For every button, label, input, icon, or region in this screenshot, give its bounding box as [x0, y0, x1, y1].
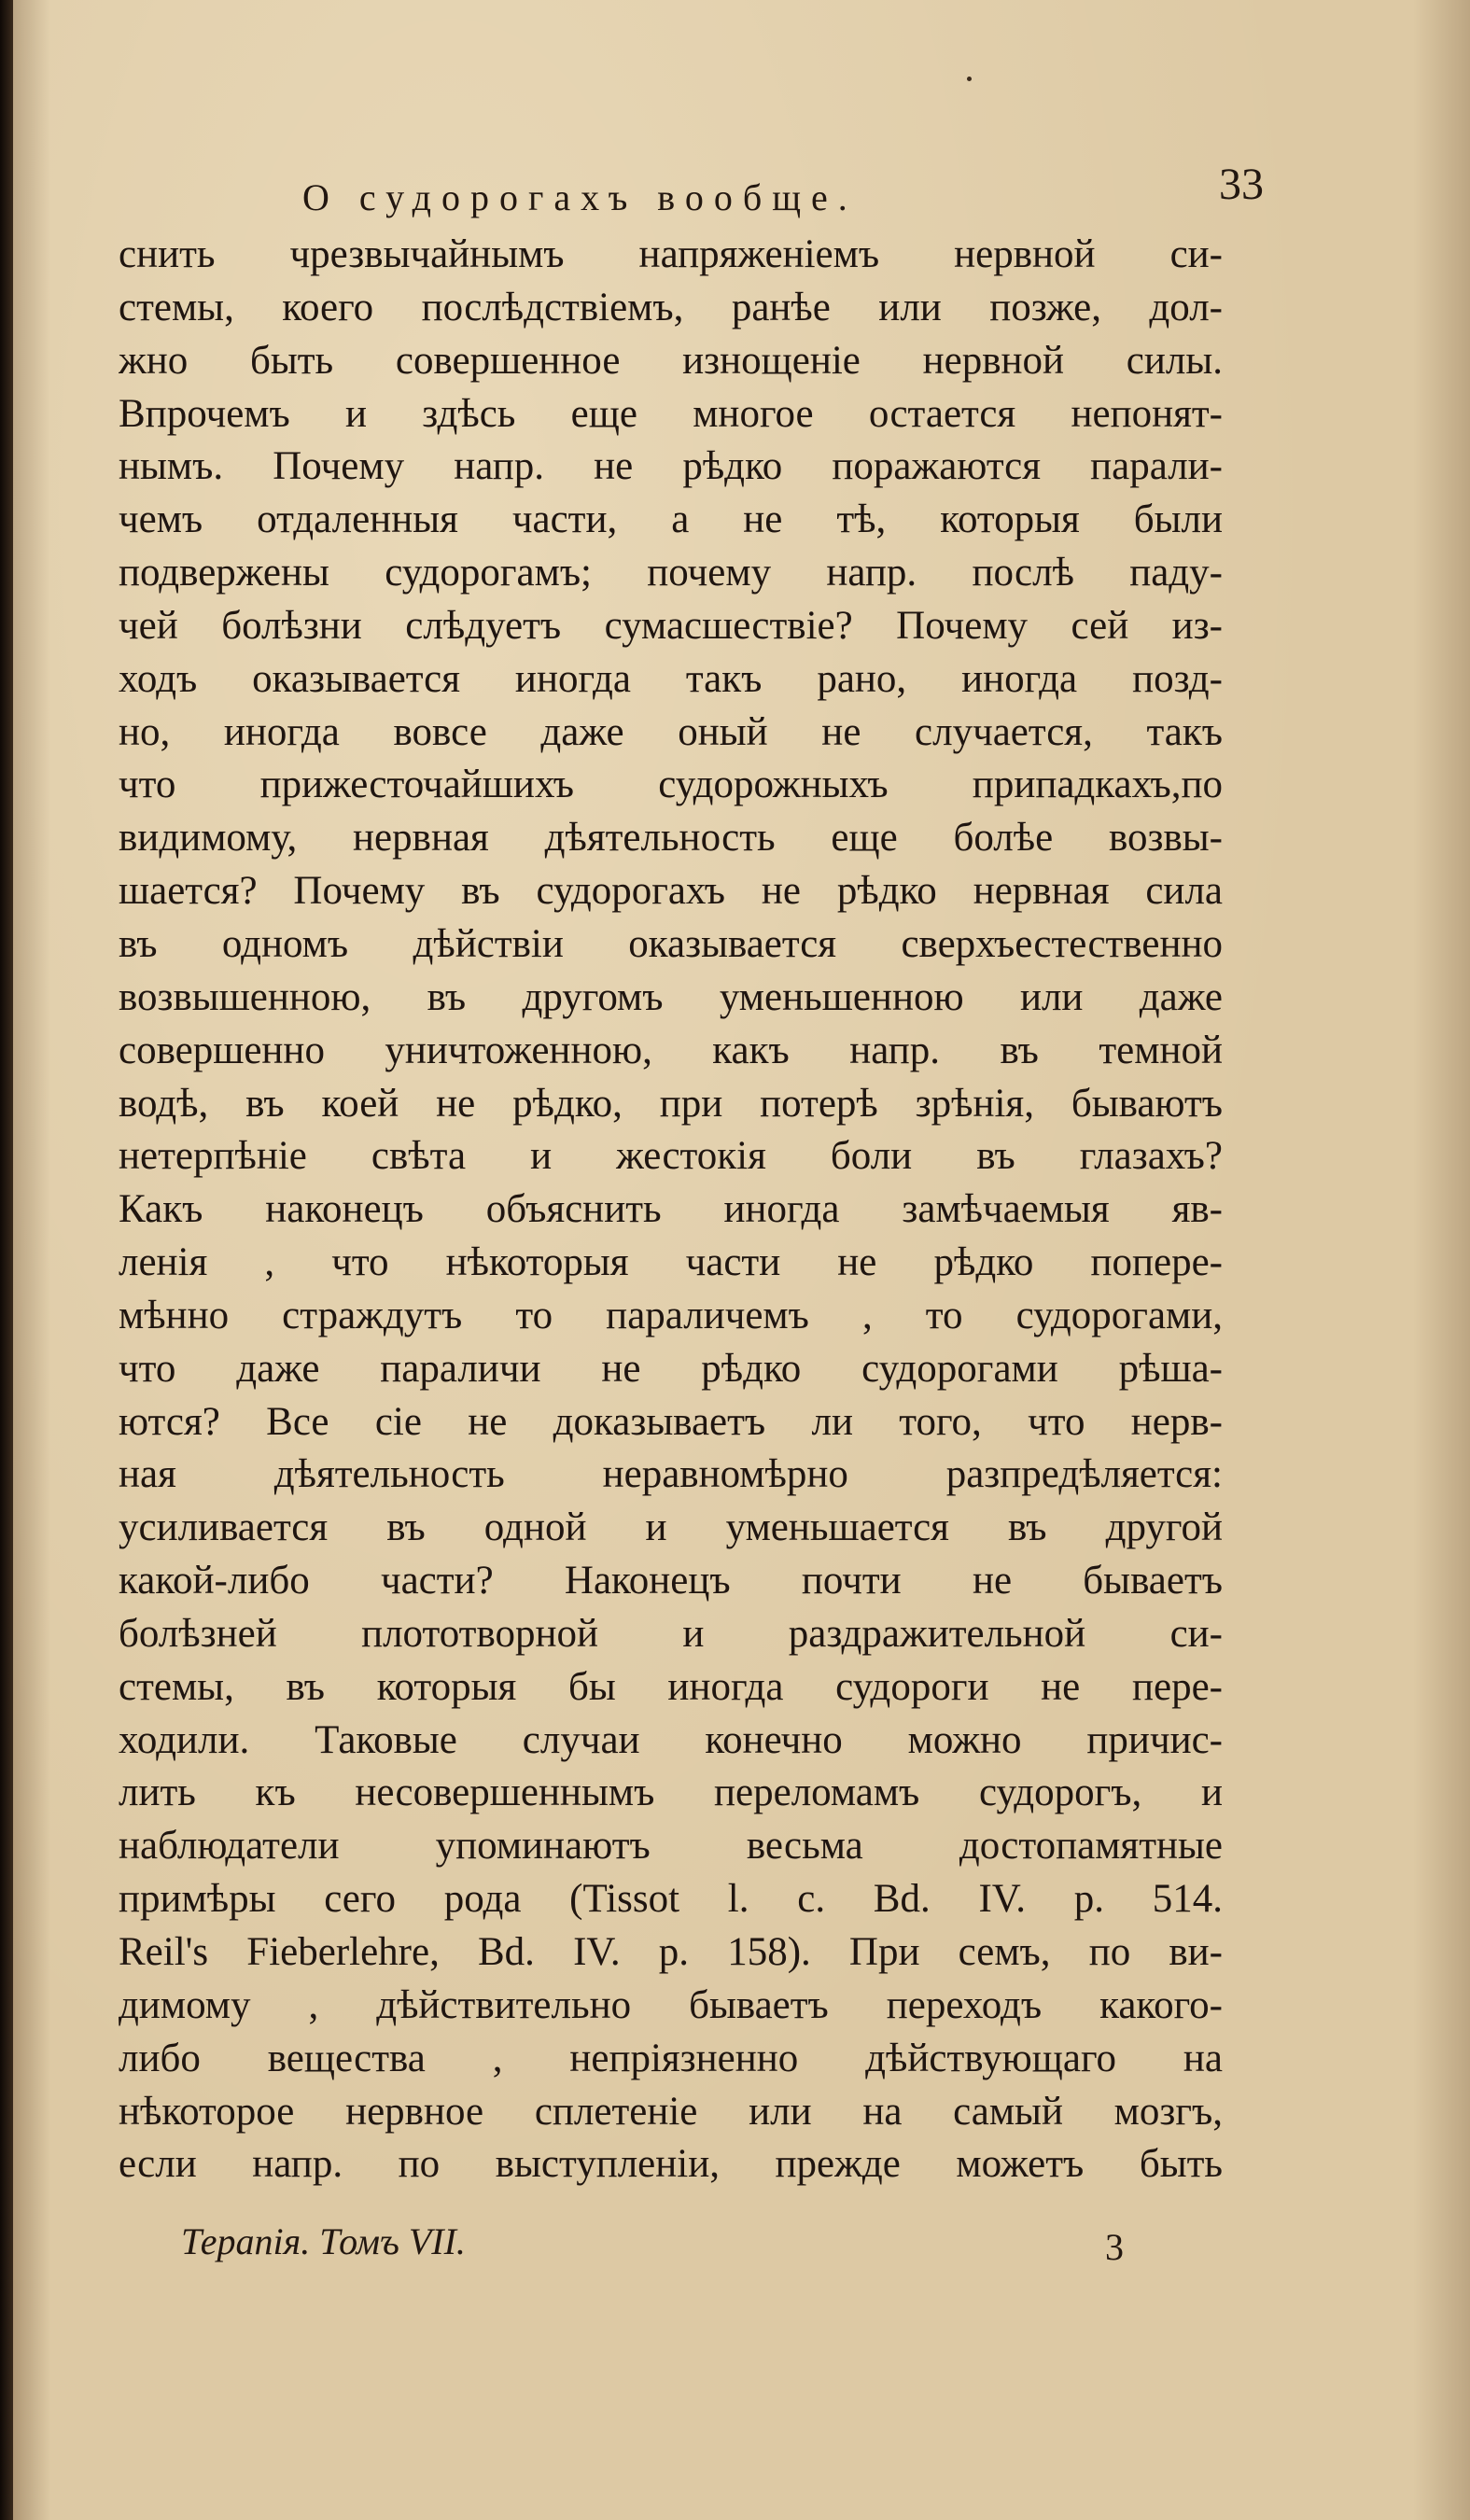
text-line: жно быть совершенное изнощеніе нервной силы.	[119, 338, 1223, 383]
ink-speck	[967, 77, 972, 81]
text-line: что даже параличи не рѣдко судорогами рѣша-	[119, 1346, 1223, 1391]
text-line: что прижесточайшихъ судорожныхъ припадкахъ,по	[119, 763, 1223, 807]
text-line: Какъ наконецъ объяснить иногда замѣчаемыя яв-	[119, 1187, 1223, 1232]
text-line: ходъ оказывается иногда такъ рано, иногда позд-	[119, 656, 1223, 701]
text-line: примѣры сего рода (Tissot l. c. Bd. IV. p. 514.	[119, 1877, 1223, 1922]
text-line: какой-либо части? Наконецъ почти не бываетъ	[119, 1559, 1223, 1603]
text-line: нетерпѣніе свѣта и жестокія боли въ глазахъ?	[119, 1134, 1223, 1179]
text-line: ходили. Таковые случаи конечно можно причис-	[119, 1717, 1223, 1762]
signature-mark: 3	[1105, 2226, 1124, 2268]
text-line: стемы, въ которыя бы иногда судороги не пере-	[119, 1664, 1223, 1709]
text-line: Reil's Fieberlehre, Bd. IV. p. 158). При семъ, по ви-	[119, 1930, 1223, 1974]
text-line: если напр. по выступленіи, прежде можетъ быть	[119, 2142, 1223, 2187]
page-footer	[181, 2219, 1161, 2275]
text-line: либо вещества , непріязненно дѣйствующаго на	[119, 2036, 1223, 2080]
text-line: димому , дѣйствительно бываетъ переходъ какого-	[119, 1982, 1223, 2027]
text-line: возвышенною, въ другомъ уменьшенною или даже	[119, 974, 1223, 1019]
running-title: О судорогахъ вообще.	[302, 176, 858, 218]
text-line: ленія , что нѣкоторыя части не рѣдко попере-	[119, 1240, 1223, 1285]
text-line: нымъ. Почему напр. не рѣдко поражаются парали-	[119, 444, 1223, 489]
text-line: чемъ отдаленныя части, а не тѣ, которыя были	[119, 497, 1223, 542]
printer-signature: Терапія. Томъ VII.	[181, 2220, 466, 2262]
text-line: чей болѣзни слѣдуетъ сумасшествіе? Почему сей из-	[119, 603, 1223, 648]
text-line: ная дѣятельность неравномѣрно разпредѣляется:	[119, 1452, 1223, 1497]
book-edge	[0, 0, 13, 2520]
text-line: ются? Все сіе не доказываетъ ли того, что нерв-	[119, 1399, 1223, 1444]
text-line: наблюдатели упоминаютъ весьма достопамятные	[119, 1824, 1223, 1869]
text-line: но, иногда вовсе даже оный не случается, такъ	[119, 709, 1223, 754]
page-header	[302, 159, 1264, 233]
body-text	[119, 229, 1223, 2191]
text-line: снить чрезвычайнымъ напряженіемъ нервной си-	[119, 232, 1223, 276]
text-line: подвержены судорогамъ; почему напр. послѣ паду-	[119, 551, 1223, 595]
text-line: въ одномъ дѣйствіи оказывается сверхъестественно	[119, 921, 1223, 966]
book-page	[13, 0, 1470, 2520]
text-line: лить къ несовершеннымъ переломамъ судорогъ, и	[119, 1771, 1223, 1815]
text-line: Впрочемъ и здѣсь еще многое остается непонят-	[119, 391, 1223, 436]
text-line: стемы, коего послѣдствіемъ, ранѣе или позже, дол-	[119, 285, 1223, 329]
page-number: 33	[1219, 160, 1264, 209]
text-line: водѣ, въ коей не рѣдко, при потерѣ зрѣнія, бываютъ	[119, 1081, 1223, 1126]
text-line: шается? Почему въ судорогахъ не рѣдко нервная сила	[119, 869, 1223, 914]
text-line: болѣзней плототворной и раздражительной си-	[119, 1611, 1223, 1656]
text-line: видимому, нервная дѣятельность еще болѣе возвы-	[119, 816, 1223, 861]
text-line: нѣкоторое нервное сплетеніе или на самый мозгъ,	[119, 2089, 1223, 2134]
text-line: усиливается въ одной и уменьшается въ другой	[119, 1505, 1223, 1550]
text-line: мѣнно страждутъ то параличемъ , то судорогами,	[119, 1293, 1223, 1337]
text-line: совершенно уничтоженною, какъ напр. въ темной	[119, 1028, 1223, 1072]
